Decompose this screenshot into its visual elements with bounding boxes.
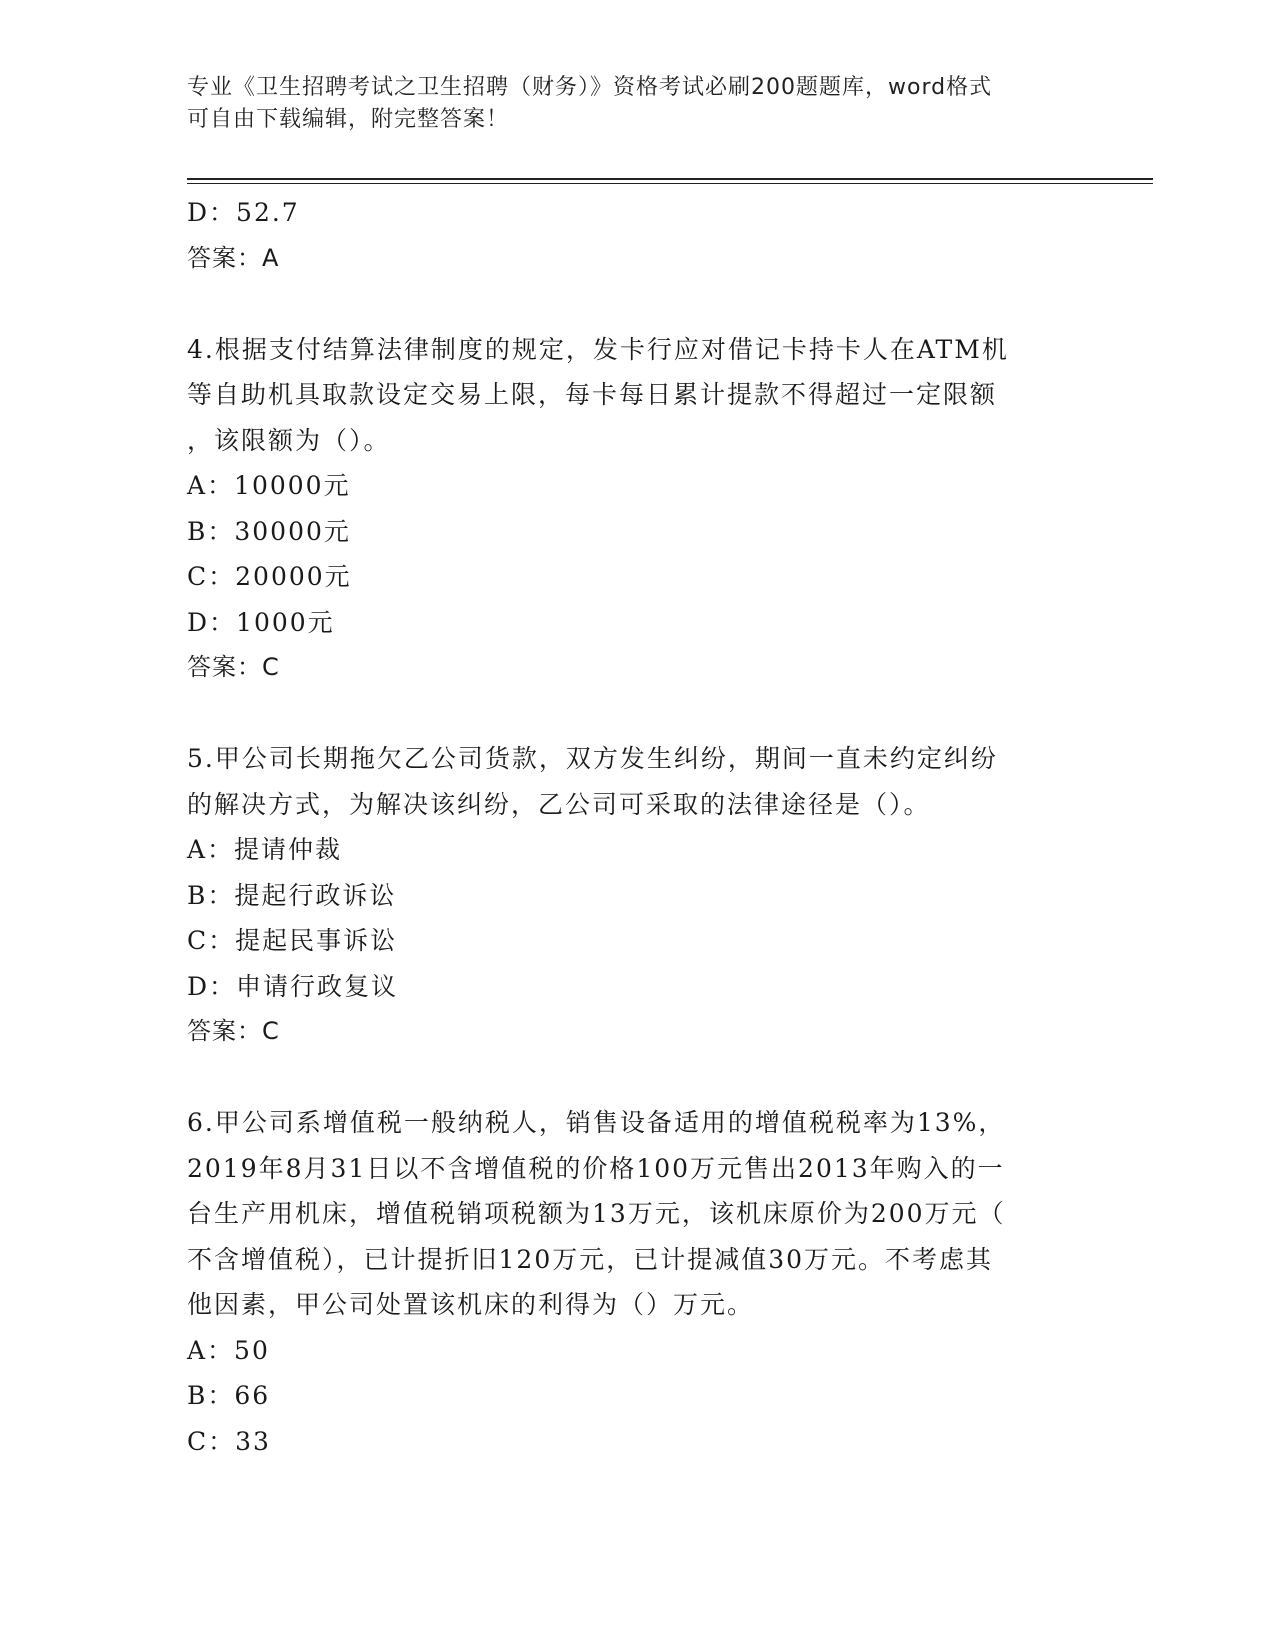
question-4 — [187, 327, 1087, 691]
question-5-line-2: 的解决方式，为解决该纠纷，乙公司可采取的法律途径是（）。 — [187, 789, 931, 819]
question-4-answer: 答案：C — [187, 653, 280, 681]
header-rule-thick — [187, 178, 1153, 180]
header-rule-thin — [187, 183, 1153, 184]
question-6-option-c: C：33 — [187, 1426, 271, 1456]
question-6-line-1: 6.甲公司系增值税一般纳税人，销售设备适用的增值税税率为13%， — [187, 1108, 1006, 1137]
header-line-2: 可自由下载编辑，附完整答案！ — [187, 107, 510, 132]
question-5 — [187, 736, 1087, 1055]
question-6-line-2: 2019年8月31日以不含增值税的价格100万元售出2013年购入的一 — [187, 1153, 1005, 1183]
spacer — [187, 1055, 1087, 1101]
prev-answer: 答案：A — [187, 243, 280, 272]
question-6-option-a: A：50 — [187, 1335, 270, 1365]
question-4-line-2: 等自助机具取款设定交易上限，每卡每日累计提款不得超过一定限额 — [187, 380, 998, 409]
question-6-option-b: B：66 — [187, 1381, 271, 1410]
question-5-option-d: D：申请行政复议 — [187, 971, 399, 1001]
prev-option-d: D：52.7 — [187, 198, 300, 227]
spacer — [187, 281, 1087, 327]
question-4-option-c: C：20000元 — [187, 562, 352, 591]
question-4-option-d: D：1000元 — [187, 607, 335, 637]
question-5-option-c: C：提起民事诉讼 — [187, 926, 398, 955]
document-header — [187, 72, 1067, 136]
question-5-answer: 答案：C — [187, 1017, 280, 1045]
question-6-line-4: 不含增值税），已计提折旧120万元，已计提减值30万元。不考虑其 — [187, 1244, 994, 1274]
question-5-option-b: B：提起行政诉讼 — [187, 880, 397, 910]
question-6-line-3: 台生产用机床，增值税销项税额为13万元，该机床原价为200万元（ — [187, 1199, 1006, 1228]
question-6 — [187, 1100, 1087, 1464]
question-4-line-1: 4.根据支付结算法律制度的规定，发卡行应对借记卡持卡人在ATM机 — [187, 334, 1009, 364]
header-line-1: 专业《卫生招聘考试之卫生招聘（财务）》资格考试必刷200题题库，word格式 — [187, 75, 993, 100]
spacer — [187, 691, 1087, 737]
question-5-option-a: A：提请仲裁 — [187, 835, 343, 864]
question-4-line-3: ，该限额为（）。 — [187, 425, 391, 455]
question-5-line-1: 5.甲公司长期拖欠乙公司货款，双方发生纠纷，期间一直未约定纠纷 — [187, 744, 998, 773]
question-4-option-a: A：10000元 — [187, 471, 351, 500]
question-4-option-b: B：30000元 — [187, 516, 351, 546]
document-body — [187, 190, 1087, 1464]
question-6-line-5: 他因素，甲公司处置该机床的利得为（）万元。 — [187, 1290, 755, 1319]
